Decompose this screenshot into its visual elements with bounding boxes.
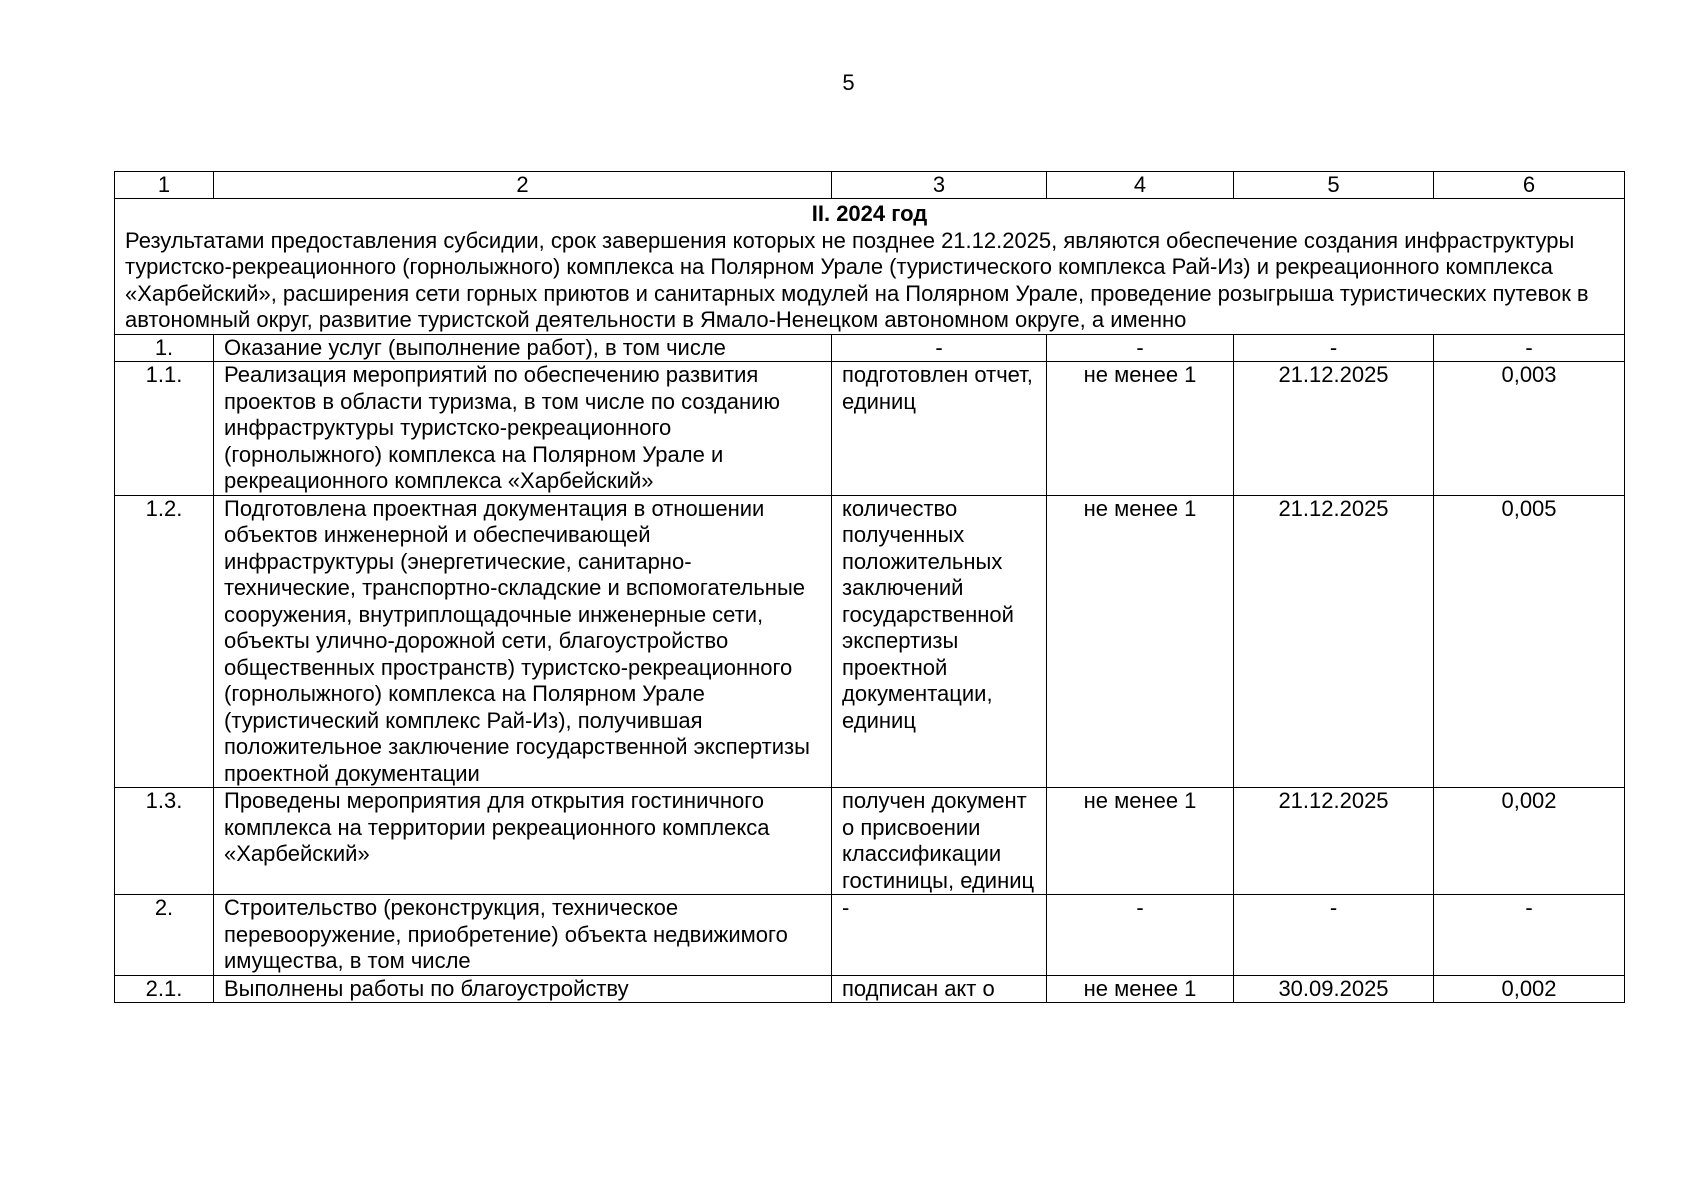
table-row: [115, 334, 1625, 362]
row-date: 21.12.2025: [1234, 495, 1434, 788]
results-table: [114, 171, 1625, 1003]
row-indicator: количество полученных положительных заключений государственной экспертизы проектной документации, единиц: [832, 495, 1047, 788]
row-name: Оказание услуг (выполнение работ), в том числе: [214, 334, 832, 362]
column-header: 4: [1047, 172, 1234, 199]
row-indicator: -: [832, 334, 1047, 362]
row-name: Реализация мероприятий по обеспечению развития проектов в области туризма, в том числе по созданию инфраструктуры туристско-рекреационного (горнолыжного) комплекса на Полярном Урале и рекреационного комплекса «Харбейский»: [214, 362, 832, 496]
row-number: 2.1.: [115, 975, 214, 1003]
table-row: [115, 975, 1625, 1003]
row-value: -: [1047, 334, 1234, 362]
table-row: [115, 495, 1625, 788]
row-date: 21.12.2025: [1234, 362, 1434, 496]
column-header: 1: [115, 172, 214, 199]
column-header: 6: [1434, 172, 1625, 199]
row-date: -: [1234, 334, 1434, 362]
row-value: не менее 1: [1047, 975, 1234, 1003]
row-value: не менее 1: [1047, 495, 1234, 788]
row-number: 2.: [115, 895, 214, 976]
section-text: Результатами предоставления субсидии, срок завершения которых не позднее 21.12.2025, являются обеспечение создания инфраструктуры туристско-рекреационного (горнолыжного) комплекса на Полярном Урале (туристического комплекса Рай-Из) и рекреационного комплекса «Харбейский», расширения сети горных приютов и санитарных модулей на Полярном Урале, проведение розыгрыша туристических путевок в автономный округ, развитие туристской деятельности в Ямало-Ненецком автономном округе, а именно: [125, 227, 1589, 332]
row-value: -: [1047, 895, 1234, 976]
table-row: [115, 788, 1625, 895]
table-row: [115, 362, 1625, 496]
row-name: Подготовлена проектная документация в отношении объектов инженерной и обеспечивающей инфраструктуры (энергетические, санитарно-технические, транспортно-складские и вспомогательные сооружения, внутриплощадочные инженерные сети, объекты улично-дорожной сети, благоустройство общественных пространств) туристско-рекреационного (горнолыжного) комплекса на Полярном Урале (туристический комплекс Рай-Из), получившая положительное заключение государственной экспертизы проектной документации: [214, 495, 832, 788]
row-date: 30.09.2025: [1234, 975, 1434, 1003]
row-weight: 0,002: [1434, 788, 1625, 895]
table-row: [115, 895, 1625, 976]
row-value: не менее 1: [1047, 362, 1234, 496]
row-indicator: подписан акт о: [832, 975, 1047, 1003]
row-indicator: -: [832, 895, 1047, 976]
page-number: 5: [842, 70, 855, 95]
column-header: 2: [214, 172, 832, 199]
section-cell: [115, 199, 1625, 335]
row-date: 21.12.2025: [1234, 788, 1434, 895]
section-row: [115, 199, 1625, 335]
row-number: 1.1.: [115, 362, 214, 496]
row-number: 1.3.: [115, 788, 214, 895]
row-date: -: [1234, 895, 1434, 976]
row-number: 1.: [115, 334, 214, 362]
row-name: Строительство (реконструкция, техническое перевооружение, приобретение) объекта недвижимого имущества, в том числе: [214, 895, 832, 976]
row-indicator: подготовлен отчет, единиц: [832, 362, 1047, 496]
row-weight: 0,002: [1434, 975, 1625, 1003]
row-weight: -: [1434, 334, 1625, 362]
row-weight: 0,005: [1434, 495, 1625, 788]
row-name: Проведены мероприятия для открытия гостиничного комплекса на территории рекреационного комплекса «Харбейский»: [214, 788, 832, 895]
row-indicator: получен документ о присвоении классификации гостиницы, единиц: [832, 788, 1047, 895]
column-header: 3: [832, 172, 1047, 199]
row-weight: 0,003: [1434, 362, 1625, 496]
row-number: 1.2.: [115, 495, 214, 788]
table-header-row: [115, 172, 1625, 199]
row-value: не менее 1: [1047, 788, 1234, 895]
column-header: 5: [1234, 172, 1434, 199]
row-name: Выполнены работы по благоустройству: [214, 975, 832, 1003]
section-heading: II. 2024 год: [811, 201, 928, 226]
row-weight: -: [1434, 895, 1625, 976]
